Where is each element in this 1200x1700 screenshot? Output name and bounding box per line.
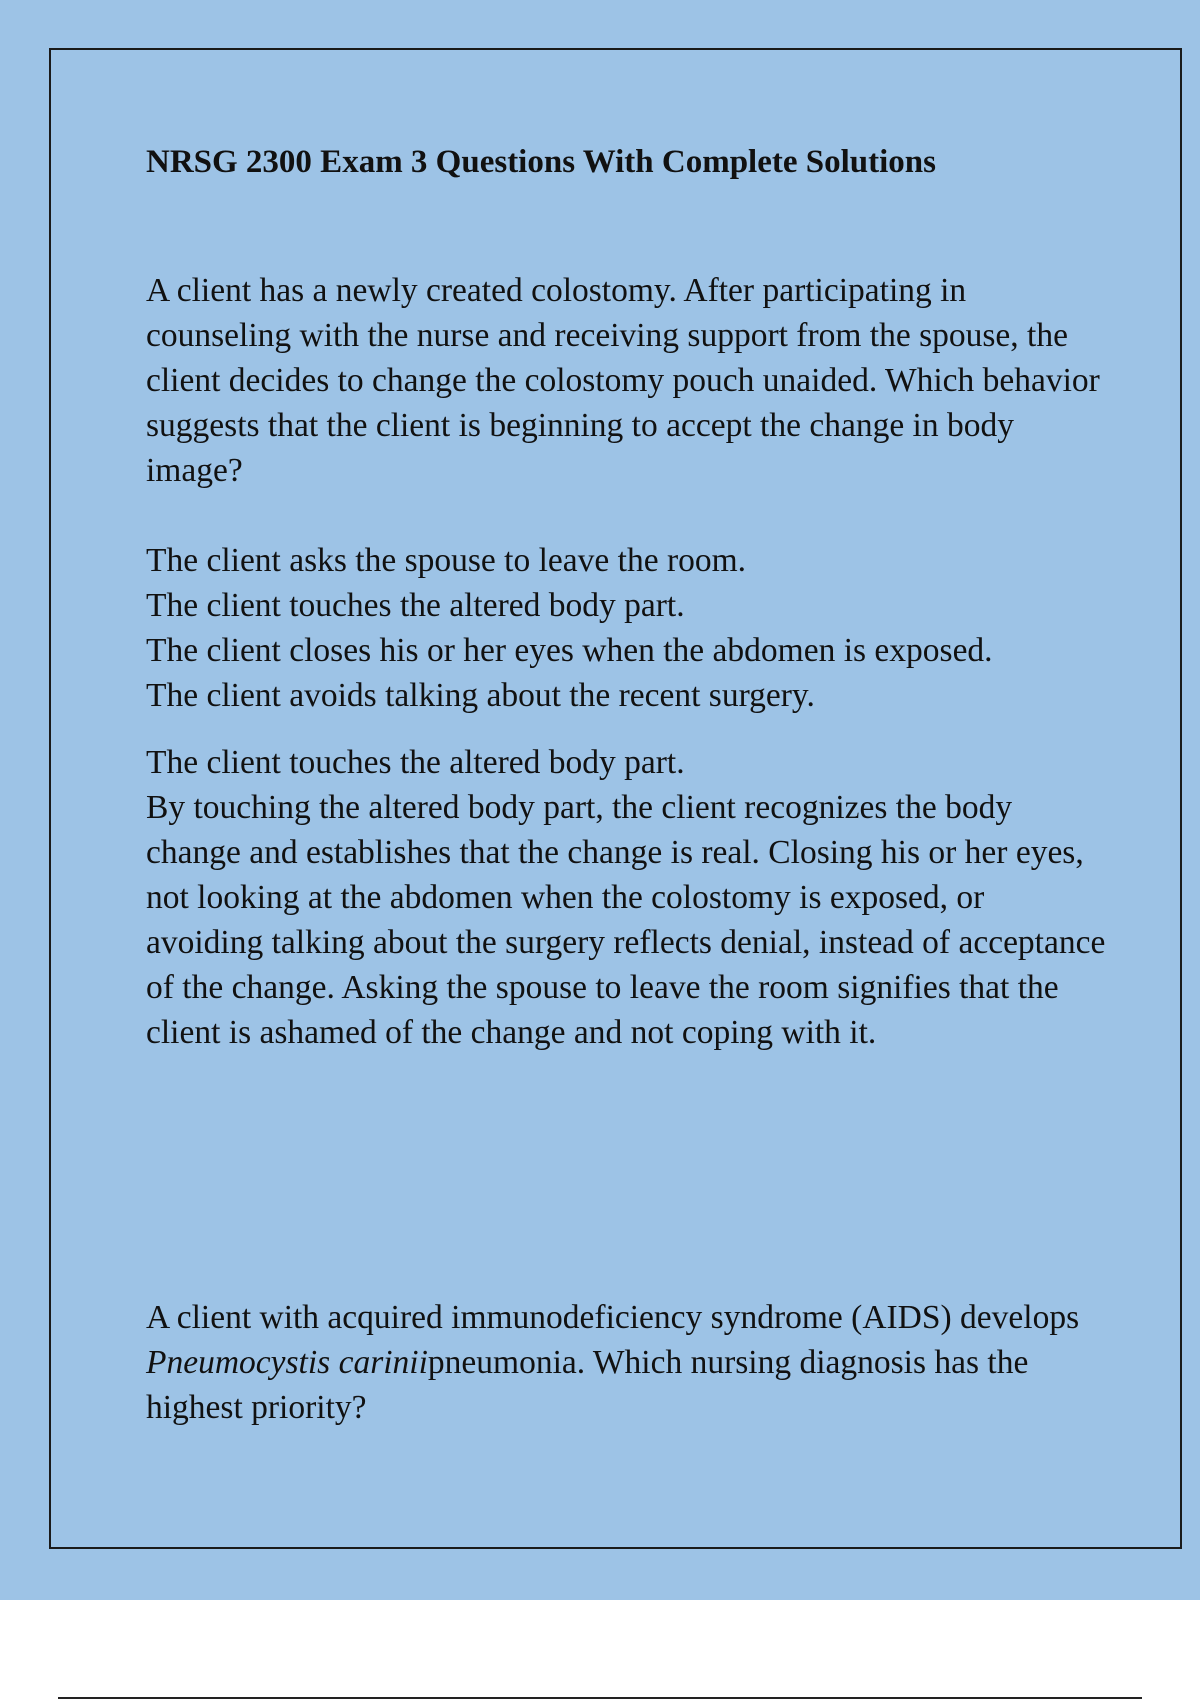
- document-content: [146, 140, 1106, 1426]
- question-1-option: The client asks the spouse to leave the room.: [146, 542, 747, 579]
- document-title: NRSG 2300 Exam 3 Questions With Complete Solutions: [146, 144, 936, 180]
- bottom-divider: [58, 1697, 1142, 1699]
- question-2-text: [146, 1295, 1106, 1430]
- question-1-answer: The client touches the altered body part.: [146, 744, 685, 781]
- question-1-option: The client touches the altered body part.: [146, 587, 685, 624]
- question-2-organism-name: Pneumocystis carinii: [146, 1344, 428, 1381]
- question-1-rationale: By touching the altered body part, the client recognizes the body change and establishes that the change is real. Closing his or her eyes, not looking at the abdomen when the colostomy is exposed, or avoiding talking about the surgery reflects denial, instead of acceptance of the change. Asking the spouse to leave the room signifies that the client is ashamed of the change and not coping with it.: [146, 789, 1106, 1051]
- question-2-text-end: pneumonia. Which nursing diagnosis has the highest priority?: [146, 1344, 1029, 1426]
- question-1-option: The client avoids talking about the recent surgery.: [146, 677, 815, 714]
- question-2-text-start: A client with acquired immunodeficiency syndrome (AIDS) develops: [146, 1299, 1080, 1336]
- question-1-text: A client has a newly created colostomy. After participating in counseling with the nurse and receiving support from the spouse, the client decides to change the colostomy pouch unaided. Which behavior suggests that the client is beginning to accept the change in body image?: [146, 272, 1100, 489]
- question-1-option: The client closes his or her eyes when the abdomen is exposed.: [146, 632, 993, 669]
- question-1-options: [146, 538, 1106, 718]
